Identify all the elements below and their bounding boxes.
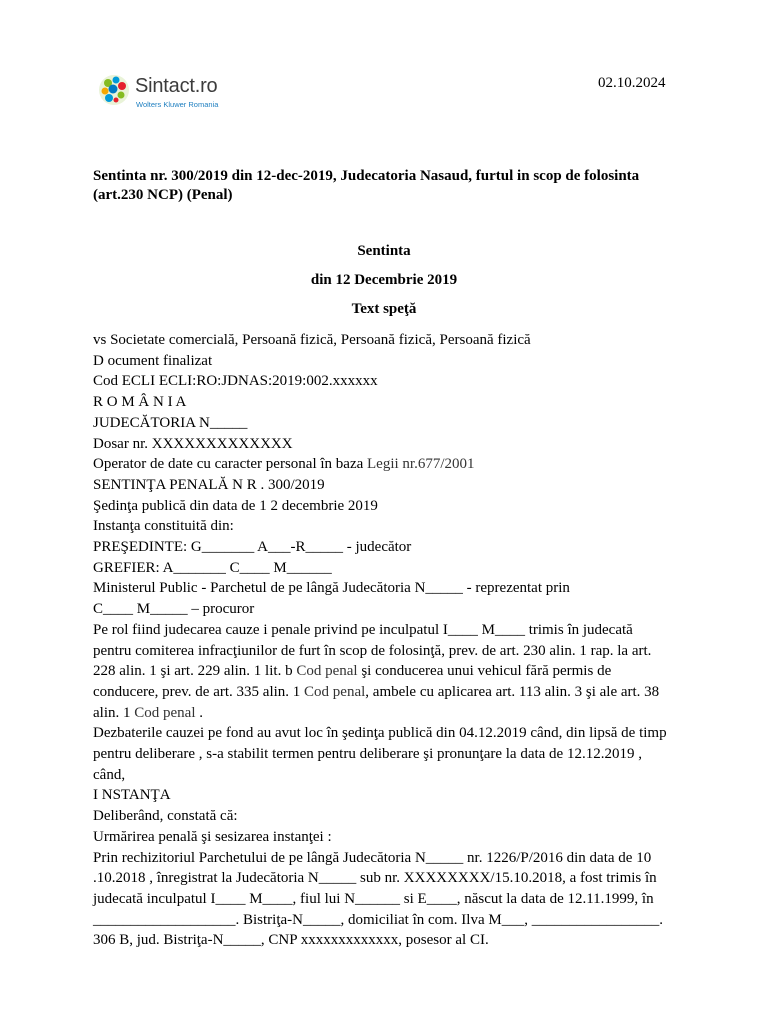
heading-text-speta: Text speţă [351, 301, 417, 317]
file-number-line: Dosar nr. XXXXXXXXXXXXX [93, 435, 293, 452]
operator-text: Operator de date cu caracter personal în baza [93, 456, 368, 473]
logo-text: Sintact.ro [135, 75, 218, 97]
parties-line: vs Societate comercială, Persoană fizică, Persoană fizică, Persoană fizică [93, 332, 531, 348]
deliberating-line: Deliberând, constată că: [93, 808, 238, 825]
session-line: Şedinţa publică din data de 1 2 decembrie 2019 [93, 497, 378, 514]
sentence-number-line: SENTINŢA PENALĂ N R . 300/2019 [93, 476, 325, 493]
operator-line [93, 454, 673, 475]
logo-subtext: Wolters Kluwer Romania [136, 100, 219, 109]
country-line: R O M Â N I A [93, 394, 187, 411]
prosecutor-line-1: Ministerul Public - Parchetul de pe lângă Judecătoria N_____ - reprezentat prin [93, 580, 570, 597]
president-line: PREŞEDINTE: G_______ A___-R_____ - judecător [93, 539, 412, 556]
sintact-logo-icon [98, 74, 130, 106]
cod-penal-link[interactable]: Cod penal [304, 683, 366, 700]
paragraph-case-text-c: , ambele cu aplicarea art. 113 alin. 3 şi ale art. 38 alin. 1 [93, 683, 660, 721]
court-line: JUDECĂTORIA N_____ [93, 414, 248, 431]
document-title: Sentinta nr. 300/2019 din 12-dec-2019, Judecatoria Nasaud, furtul in scop de folosinta (art.230 NCP) (Penal) [93, 168, 640, 203]
status-line: D ocument finalizat [93, 352, 213, 369]
law-link[interactable]: Legii nr.677/2001 [367, 456, 475, 473]
heading-date: din 12 Decembrie 2019 [310, 272, 458, 288]
ecli-line: Cod ECLI ECLI:RO:JDNAS:2019:002.xxxxxx [93, 373, 378, 390]
instance-line: Instanţa constituită din: [93, 518, 234, 535]
clerk-line: GREFIER: A_______ C____ M______ [93, 559, 332, 576]
paragraph-case [93, 620, 673, 724]
paragraph-case-text-b: şi conducerea unui vehicul fără permis de conducere, prev. de art. 335 alin. 1 [93, 663, 612, 700]
paragraph-debates: Dezbaterile cauzei pe fond au avut loc în şedinţa publică din 04.12.2019 când, din lipsă de timp pentru deliberare , s-a stabilit termen pentru deliberare şi pronunţare la data de 12.12.2019 , când, [93, 725, 667, 783]
prosecution-heading: Urmărirea penală şi sesizarea instanţei : [93, 828, 332, 845]
cod-penal-link[interactable]: Cod penal [296, 663, 358, 680]
paragraph-indictment: Prin rechizitoriul Parchetului de pe lângă Judecătoria N_____ nr. 1226/P/2016 din data de 10 .10.2018 , înregistrat la Judecătoria N_____ sub nr. XXXXXXXX/15.10.2018, a fost trimis în judecată inculpatul I____ M____, fiul lui N______ si E____, născut la data de 12.11.1999, în ___________________. Bistriţa-N_____, domiciliat în com. Ilva M___, _________________. 306 B, jud. Bistriţa-N_____, CNP xxxxxxxxxxxxx, posesor al CI. [93, 849, 663, 949]
document-body [93, 330, 673, 951]
prosecutor-line-2: C____ M_____ – procuror [93, 601, 255, 618]
document-date: 02.10.2024 [598, 75, 666, 91]
instance-heading: I NSTANŢA [93, 787, 171, 804]
paragraph-case-text-a: Pe rol fiind judecarea cauze i penale privind pe inculpatul I____ M____ trimis în judecată pentru comiterea infracţiunilor de furt în scop de folosinţă, prev. de art. 230 alin. 1 rap. la art. 228 alin. 1 şi art. 229 alin. 1 lit. b [93, 621, 652, 680]
cod-penal-link[interactable]: Cod penal [134, 704, 196, 721]
paragraph-case-text-d: . [195, 704, 203, 721]
heading-sentinta: Sentinta [357, 243, 411, 259]
sintact-logo [98, 74, 238, 110]
